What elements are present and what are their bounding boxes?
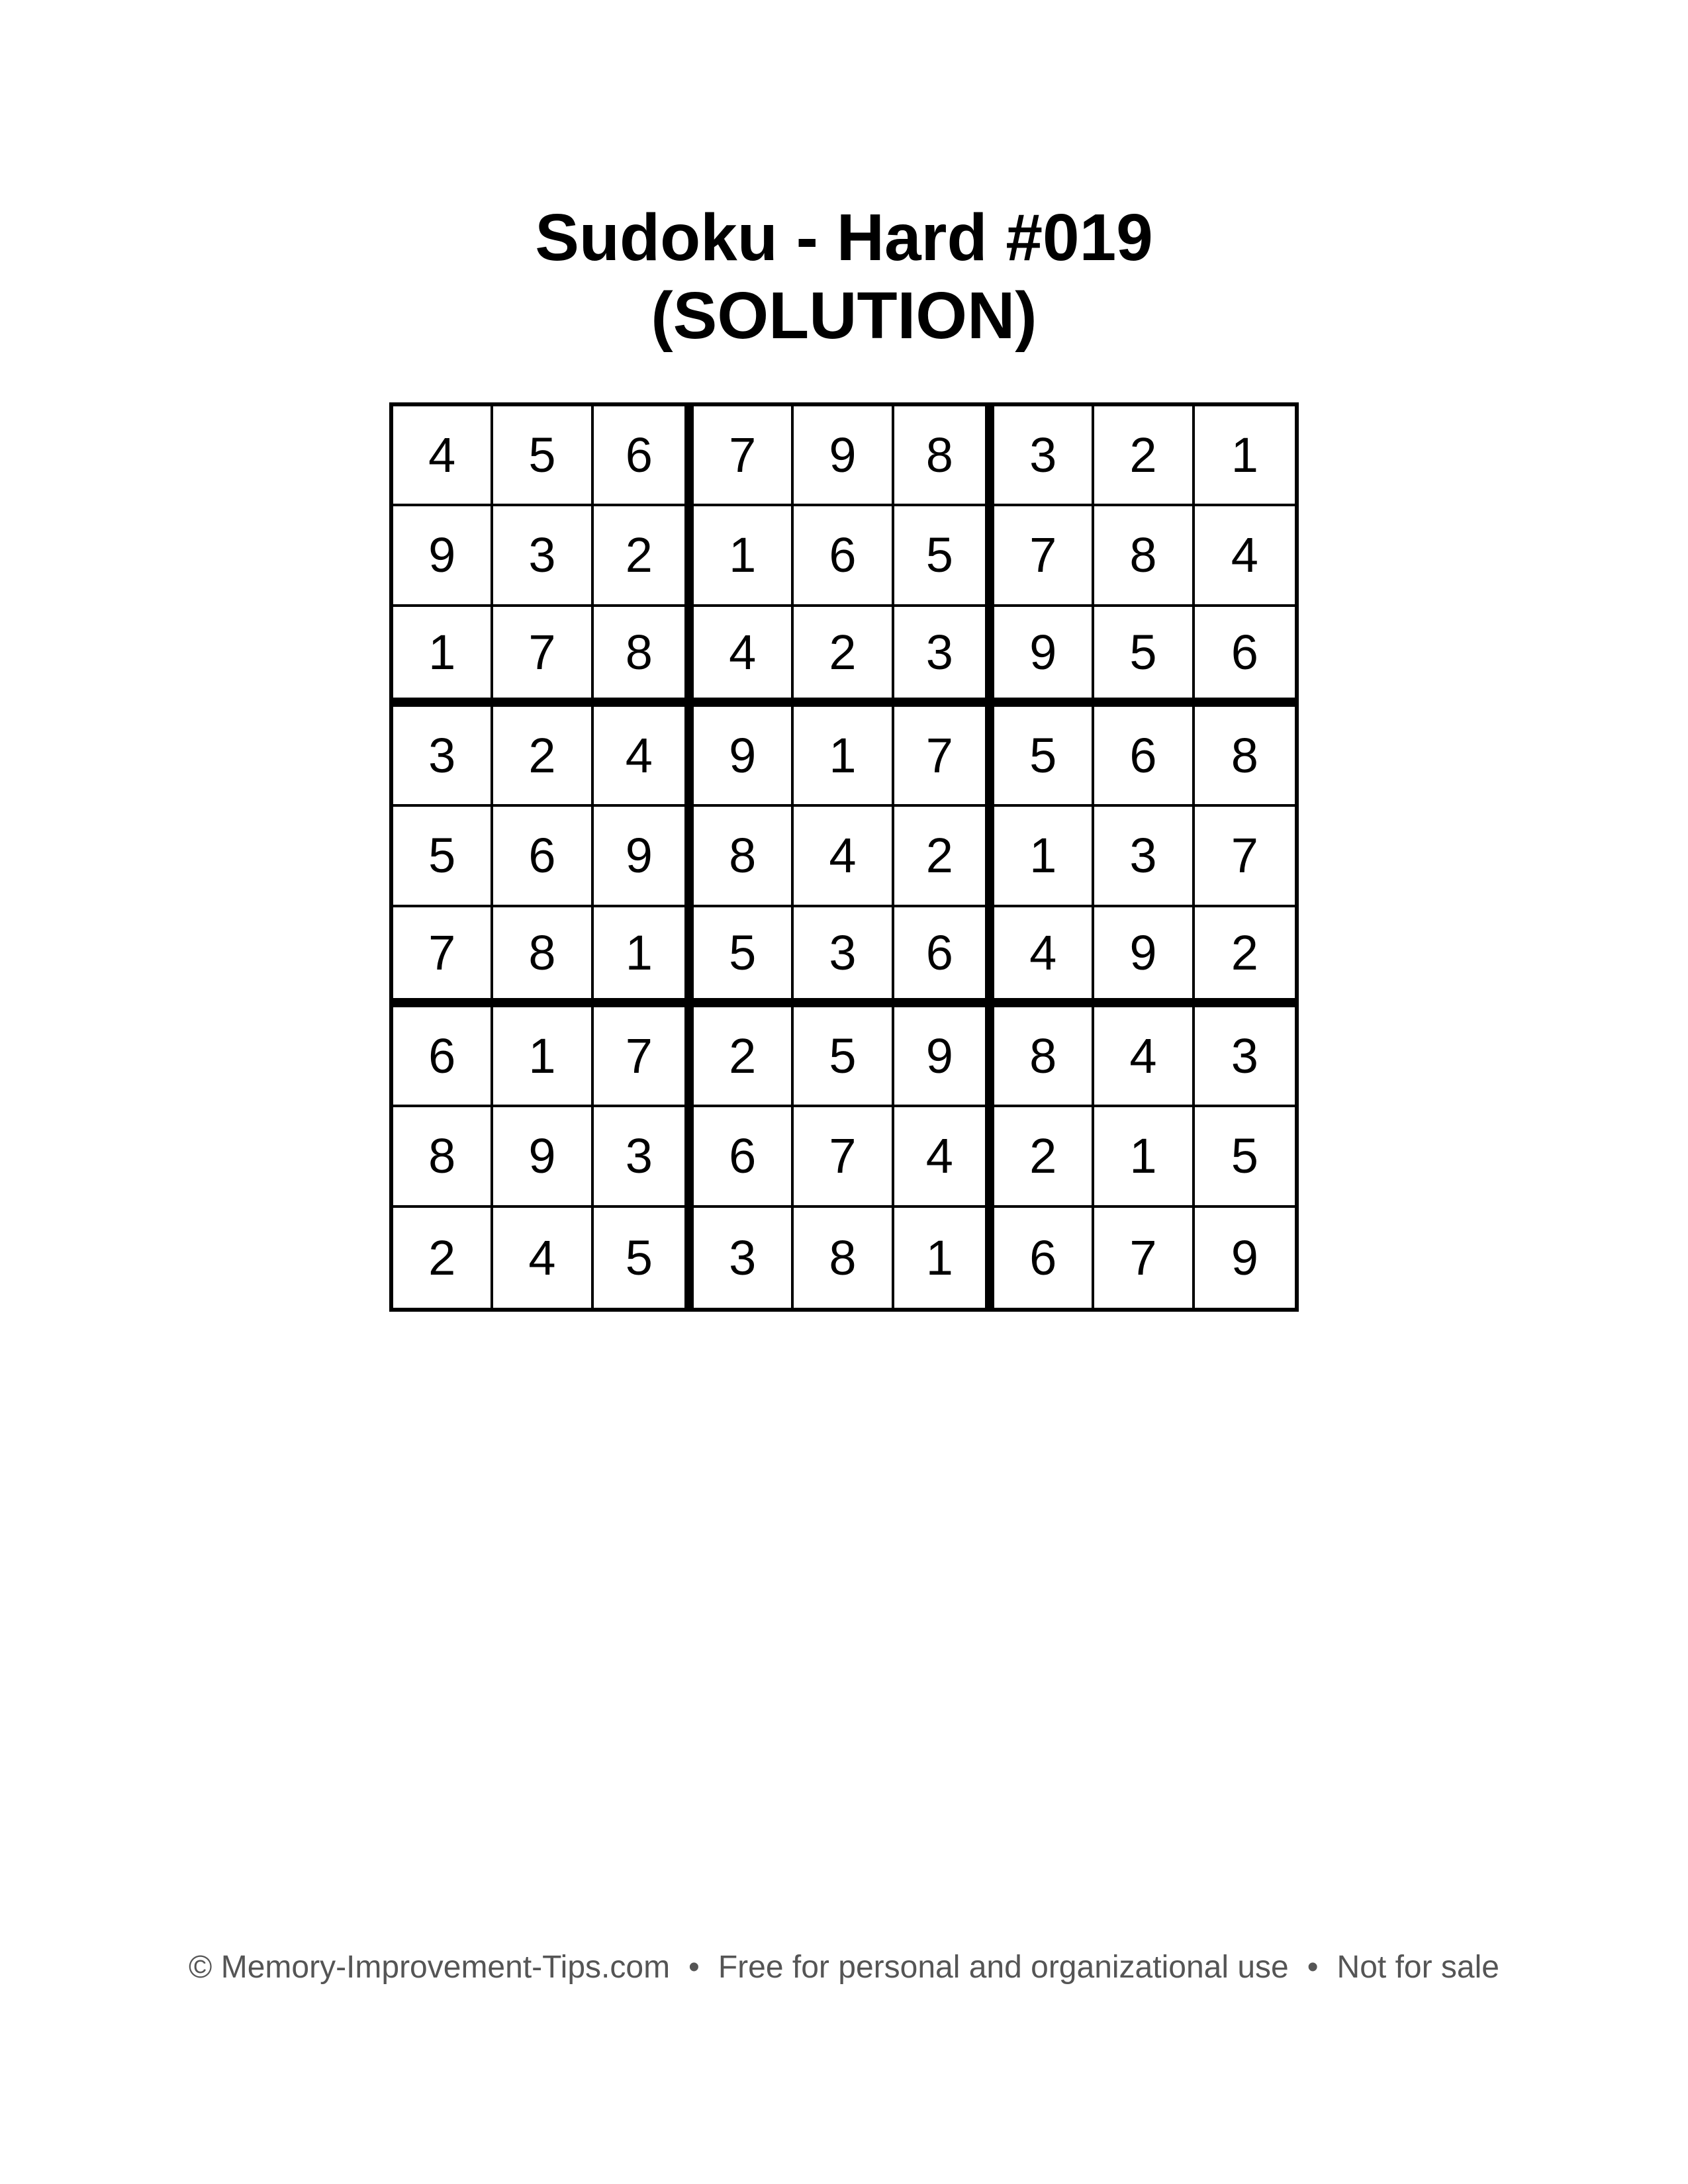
sudoku-cell-r4-c7: 5 [994, 707, 1094, 807]
sudoku-cell-r5-c3: 9 [594, 807, 694, 907]
sudoku-cell-r3-c8: 5 [1094, 607, 1194, 707]
sudoku-cell-r9-c5: 8 [794, 1208, 894, 1308]
sudoku-cell-r1-c4: 7 [694, 406, 794, 506]
sudoku-cell-r1-c7: 3 [994, 406, 1094, 506]
sudoku-cell-r1-c6: 8 [894, 406, 994, 506]
sudoku-cell-r7-c7: 8 [994, 1007, 1094, 1107]
sudoku-cell-r1-c8: 2 [1094, 406, 1194, 506]
sudoku-cell-r7-c5: 5 [794, 1007, 894, 1107]
sudoku-grid [389, 402, 1299, 1312]
sudoku-cell-r4-c9: 8 [1195, 707, 1295, 807]
footer [0, 1949, 1688, 1985]
sudoku-cell-r9-c4: 3 [694, 1208, 794, 1308]
title-line-1: Sudoku - Hard #019 [535, 201, 1153, 275]
sudoku-cell-r8-c3: 3 [594, 1107, 694, 1207]
sudoku-cell-r3-c1: 1 [393, 607, 493, 707]
sudoku-cell-r8-c7: 2 [994, 1107, 1094, 1207]
sudoku-cell-r4-c5: 1 [794, 707, 894, 807]
sudoku-cell-r6-c7: 4 [994, 907, 1094, 1007]
sudoku-cell-r1-c9: 1 [1195, 406, 1295, 506]
sudoku-cell-r4-c1: 3 [393, 707, 493, 807]
sudoku-cell-r9-c2: 4 [493, 1208, 593, 1308]
sudoku-cell-r6-c4: 5 [694, 907, 794, 1007]
sudoku-cell-r2-c4: 1 [694, 506, 794, 606]
sudoku-cell-r1-c5: 9 [794, 406, 894, 506]
footer-copyright: © Memory-Improvement-Tips.com [189, 1950, 671, 1985]
sudoku-cell-r7-c8: 4 [1094, 1007, 1194, 1107]
sudoku-cell-r8-c2: 9 [493, 1107, 593, 1207]
title-line-2: (SOLUTION) [651, 279, 1037, 353]
sudoku-cell-r3-c6: 3 [894, 607, 994, 707]
sudoku-cell-r7-c2: 1 [493, 1007, 593, 1107]
sudoku-cell-r5-c9: 7 [1195, 807, 1295, 907]
sudoku-cell-r9-c9: 9 [1231, 1230, 1258, 1285]
sudoku-cell-r1-c1: 4 [393, 406, 493, 506]
sudoku-cell-r7-c1: 6 [393, 1007, 493, 1107]
sudoku-cell-r6-c2: 8 [493, 907, 593, 1007]
sudoku-cell-r8-c1: 8 [393, 1107, 493, 1207]
sudoku-cell-r4-c4: 9 [694, 707, 794, 807]
sudoku-cell-r8-c4: 6 [694, 1107, 794, 1207]
sudoku-cell-r6-c9: 2 [1195, 907, 1295, 1007]
sudoku-cell-r6-c3: 1 [594, 907, 694, 1007]
sudoku-cell-r5-c6: 2 [894, 807, 994, 907]
sudoku-cell-r2-c5: 6 [794, 506, 894, 606]
sudoku-cell-r2-c1: 9 [393, 506, 493, 606]
sudoku-cell-r1-c3: 6 [594, 406, 694, 506]
sudoku-cell-r8-c6: 4 [894, 1107, 994, 1207]
sudoku-cell-r9-c3: 5 [594, 1208, 694, 1308]
sudoku-cell-r6-c8: 9 [1094, 907, 1194, 1007]
sudoku-cell-r2-c6: 5 [894, 506, 994, 606]
sudoku-cell-r8-c8: 1 [1094, 1107, 1194, 1207]
sudoku-cell-r5-c7: 1 [994, 807, 1094, 907]
sudoku-cell-r8-c9: 5 [1195, 1107, 1295, 1207]
sudoku-cell-r3-c5: 2 [794, 607, 894, 707]
sudoku-cell-r6-c6: 6 [894, 907, 994, 1007]
sudoku-cell-r9-c7: 6 [994, 1208, 1094, 1308]
sudoku-cell-r7-c4: 2 [694, 1007, 794, 1107]
sudoku-cell-r5-c5: 4 [794, 807, 894, 907]
sudoku-cell-r6-c1: 7 [393, 907, 493, 1007]
sudoku-cell-r9-c6: 1 [894, 1208, 994, 1308]
sudoku-cell-r4-c6: 7 [894, 707, 994, 807]
sudoku-cell-r2-c9: 4 [1195, 506, 1295, 606]
sudoku-cell-r4-c2: 2 [493, 707, 593, 807]
sudoku-cell-r7-c6: 9 [894, 1007, 994, 1107]
sudoku-cell-r2-c8: 8 [1094, 506, 1194, 606]
sudoku-cell-r5-c2: 6 [493, 807, 593, 907]
sudoku-cell-r7-c9: 3 [1195, 1007, 1295, 1107]
sudoku-cell-r9-c1: 2 [393, 1208, 493, 1308]
sudoku-cell-r2-c2: 3 [493, 506, 593, 606]
sudoku-cell-r9-c8: 7 [1094, 1208, 1194, 1308]
sudoku-cell-r8-c5: 7 [794, 1107, 894, 1207]
sudoku-cell-r1-c2: 5 [493, 406, 593, 506]
sudoku-cell-r5-c8: 3 [1094, 807, 1194, 907]
page-title [0, 199, 1688, 355]
sudoku-cell-r2-c3: 2 [594, 506, 694, 606]
sudoku-cell-r7-c3: 7 [594, 1007, 694, 1107]
sudoku-cell-r3-c2: 7 [493, 607, 593, 707]
footer-usage: Free for personal and organizational use [718, 1950, 1289, 1985]
sudoku-cell-r3-c4: 4 [694, 607, 794, 707]
sudoku-cell-r3-c3: 8 [594, 607, 694, 707]
footer-separator-1: • [688, 1950, 700, 1985]
sudoku-cell-r3-c9: 6 [1195, 607, 1295, 707]
sudoku-cell-r2-c7: 7 [994, 506, 1094, 606]
sudoku-cell-r5-c1: 5 [393, 807, 493, 907]
footer-separator-2: • [1307, 1950, 1319, 1985]
sudoku-cell-r5-c4: 8 [694, 807, 794, 907]
sudoku-cell-r3-c7: 9 [994, 607, 1094, 707]
sudoku-cell-r4-c3: 4 [594, 707, 694, 807]
sudoku-cell-r4-c8: 6 [1094, 707, 1194, 807]
sudoku-cell-r6-c5: 3 [794, 907, 894, 1007]
footer-sale: Not for sale [1336, 1950, 1499, 1985]
